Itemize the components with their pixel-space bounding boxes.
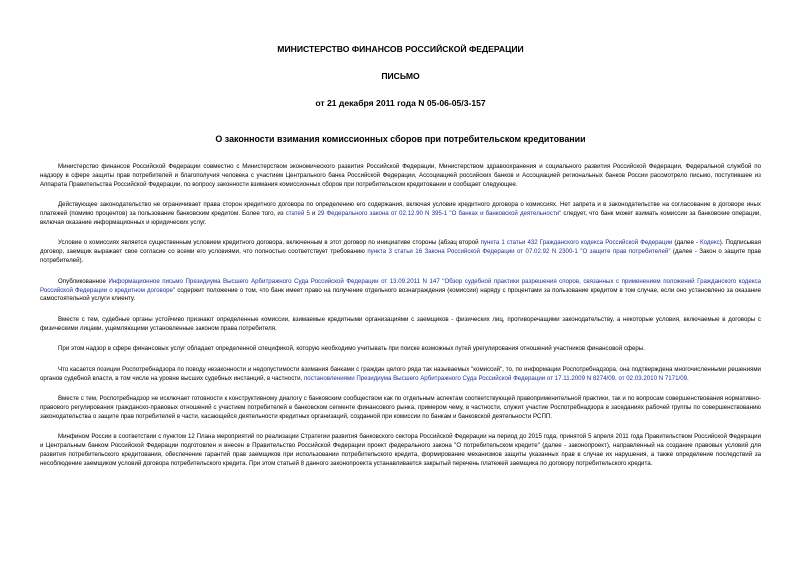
ministry-heading: МИНИСТЕРСТВО ФИНАНСОВ РОССИЙСКОЙ ФЕДЕРАЦИИ [277,44,524,54]
paragraph-2 [40,201,761,228]
document-date-number: от 21 декабря 2011 года N 05-06-05/3-157 [315,98,486,108]
law-link-civil-code-432[interactable]: пункта 1 статьи 432 Гражданского кодекса Российской Федерации [480,239,673,247]
paragraph-text: . [687,374,689,382]
paragraph-5 [40,316,761,334]
paragraph-text: (далее - Закон о защите прав потребителей). [40,248,761,265]
paragraph-text: ). Подписывая договор, заемщик выражает свое согласие со всеми его условиями, что полностью соответствует требованию [40,239,761,256]
paragraph-text: (далее - [672,239,701,247]
law-link-article-5[interactable]: статей 5 [285,210,310,218]
paragraph-6 [40,345,761,354]
paragraph-text: содержит положение о том, что банк имеет право на получение отдельного вознаграждения (комиссии) наряду с процентами за пользование кредитом в том случае, если оно установлено за оказание самостоятельной услуги клиенту. [40,286,761,303]
paragraph-4 [40,278,761,305]
paragraph-text: Минфином России в соответствии с пунктом 12 Плана мероприятий по реализации Стратегии развития банковского сектора Российской Федерации на период до 2015 года, принятой 5 апреля 2011 года Правительством Российской Федерации и Центральным банком Российской Федерации подготовлен и внесен в Правительство Российской Федерации проект федерального закона "О потребительском кредите" (далее - законопроект), направленный на создание правовых условий для развития потребительского кредитования, обеспечение гарантий прав заемщиков при использовании потребительского кредита, формирование механизмов защиты указанных прав в случае их нарушения, а также определение последствий за несоблюдение заемщиком условий договора потребительского кредита. При этом статьей 8 данного законопроекта устанавливается закрытый перечень платежей заемщика по договору потребительского кредита. [40,433,761,467]
paragraph-text: и [309,210,318,218]
paragraph-7 [40,366,761,384]
paragraph-text: Условие о комиссиях является существенным условием кредитного договора, включенным в этот договор по инициативе стороны (абзац второй [58,239,481,247]
document-type: ПИСЬМО [381,71,420,81]
document-subject: О законности взимания комиссионных сборов при потребительском кредитовании [215,134,586,144]
paragraph-text: Вместе с тем, судебные органы устойчиво признают определенные комиссии, взимаемые кредитными организациями с заемщиков - физических лиц, противоречащими законодательству, а некоторые условия, включаемые в договоры с физическими лицами, ущемляющими установленные законом права потребителя. [40,315,761,332]
paragraph-1 [40,163,761,190]
paragraph-text: Опубликованное [58,277,109,285]
paragraph-8 [40,395,761,422]
law-link-banks-act[interactable]: 29 Федерального закона от 02.12.90 N 395-1 "О банках и банковской деятельности" [317,210,562,218]
paragraph-text: Что касается позиции Роспотребнадзора по поводу незаконности и недопустимости взимания банками с граждан целого ряда так называемых "комиссий", то, по информации Роспотребнадзора, она подтверждена многочисленными решениями органов судебной власти, в том числе на уровне высших судебных инстанций, в частности, [40,365,761,382]
paragraph-3 [40,239,761,266]
paragraph-text: При этом надзор в сфере финансовых услуг обладает определенной спецификой, которую необходимо учитывать при поиске возможных путей урегулирования отношений участников финансовой сферы. [58,345,645,353]
paragraph-text: Действующее законодательство не ограничивает права сторон кредитного договора по определению его содержания, включая условие кредитного договора о комиссиях. Нет запрета и в законодательстве на согласование в договоре иных платежей (помимо процентов) за пользование банковским кредитом. Более того, из [40,201,761,218]
document-body [40,163,761,469]
paragraph-text: Министерство финансов Российской Федерации совместно с Министерством экономического развития Российской Федерации, Министерством здравоохранения и социального развития Российской Федерации, Федеральной службой по надзору в сфере защиты прав потребителей и благополучия человека с участием Центрального банка Российской Федерации, Ассоциацией российских банков и Ассоциацией региональных банков России рассмотрело письмо, поступившее из Аппарата Правительства Российской Федерации, по вопросу законности взимания комиссионных сборов при потребительском кредитовании и сообщает следующее. [40,163,761,188]
paragraph-text: Вместе с тем, Роспотребнадзор не исключает готовности к конструктивному диалогу с банковским сообществом как по отдельным аспектам соответствующей правоприменительной практики, так и по вопросам совершенствования нормативно-правового регулирования гражданско-правовых отношений с участием потребителей в банковском сегменте финансового рынка, примером чему, в частности, служит участие Роспотребнадзора в заседаниях рабочей группы по совершенствованию законодательства о защите прав потребителей в части, касающейся деятельности кредитных организаций, созданной при комиссии по банкам и банковской деятельности РСПП. [40,394,761,420]
law-link-consumer-protection[interactable]: пункта 3 статьи 16 Закона Российской Федерации от 07.02.92 N 2300-1 "О защите прав потребителей" [367,248,671,256]
law-link-court-resolutions[interactable]: постановлениями Президиума Высшего Арбитражного Суда Российской Федерации от 17.11.2009 N 8274/09, от 02.03.2010 N 7171/09 [303,374,688,382]
law-link-info-letter-147[interactable]: Информационное письмо Президиума Высшего Арбитражного Суда Российской Федерации от 13.09.2011 N 147 "Обзор судебной практики разрешения споров, связанных с применением положений Гражданского кодекса Российской Федерации о кредитном договоре" [40,277,761,294]
law-link-code[interactable]: Кодекс [700,239,720,247]
paragraph-text: следует, что банк может взимать комиссии за банковские операции, включая оказание информационных и юридических услуг. [40,210,762,227]
paragraph-9 [40,433,761,469]
